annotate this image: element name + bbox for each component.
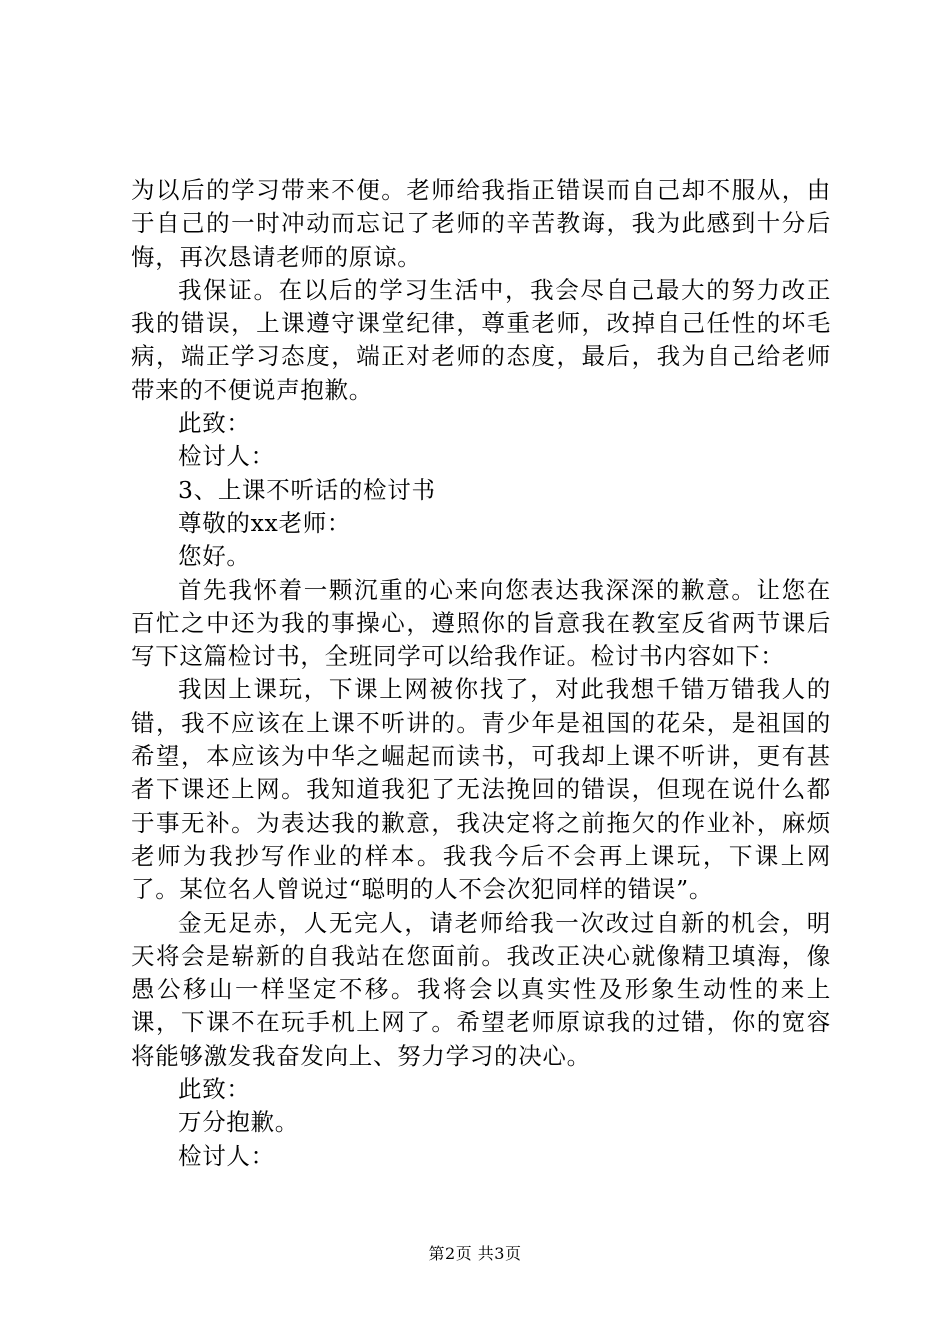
paragraph-apology-continued: 为以后的学习带来不便。老师给我指正错误而自己却不服从，由于自己的一时冲动而忘记了老师的辛苦教诲，我为此感到十分后悔，再次恳请老师的原谅。 bbox=[131, 176, 831, 271]
paragraph-confession: 我因上课玩，下课上网被你找了，对此我想千错万错我人的错，我不应该在上课不听讲的。青少年是祖国的花朵，是祖国的希望，本应该为中华之崛起而读书，可我却上课不听讲，更有甚者下课还上网。我知道我犯了无法挽回的错误，但现在说什么都于事无补。为表达我的歉意，我决定将之前拖欠的作业补，麻烦老师为我抄写作业的样本。我我今后不会再上课玩，下课上网了。某位名人曾说过“聪明的人不会次犯同样的错误”。 bbox=[131, 675, 831, 904]
salutation-closing-2: 此致： bbox=[178, 1075, 251, 1104]
paragraph-resolution: 金无足赤，人无完人，请老师给我一次改过自新的机会，明天将会是崭新的自我站在您面前。我改正决心就像精卫填海，像愚公移山一样坚定不移。我将会以真实性及形象生动性的来上课，下课不在玩手机上网了。希望老师原谅我的过错，你的宽容将能够激发我奋发向上、努力学习的决心。 bbox=[131, 908, 831, 1070]
section-title: 3、上课不听话的检讨书 bbox=[178, 475, 436, 504]
signature-line: 检讨人： bbox=[178, 442, 275, 471]
document-body bbox=[131, 174, 831, 1173]
page-number-footer: 第2页 共3页 bbox=[428, 1244, 522, 1263]
salutation-closing: 此致： bbox=[178, 409, 251, 438]
paragraph-intro: 首先我怀着一颗沉重的心来向您表达我深深的歉意。让您在百忙之中还为我的事操心，遵照你的旨意我在教室反省两节课后写下这篇检讨书，全班同学可以给我作证。检讨书内容如下： bbox=[131, 575, 831, 671]
apology-line: 万分抱歉。 bbox=[178, 1108, 299, 1137]
greeting-addressee: 尊敬的xx老师： bbox=[178, 508, 352, 537]
signature-line-2: 检讨人： bbox=[178, 1141, 275, 1170]
paragraph-promise: 我保证。在以后的学习生活中，我会尽自己最大的努力改正我的错误，上课遵守课堂纪律，尊重老师，改掉自己任性的坏毛病，端正学习态度，端正对老师的态度，最后，我为自己给老师带来的不便说声抱歉。 bbox=[131, 275, 831, 404]
greeting-hello: 您好。 bbox=[178, 542, 251, 571]
